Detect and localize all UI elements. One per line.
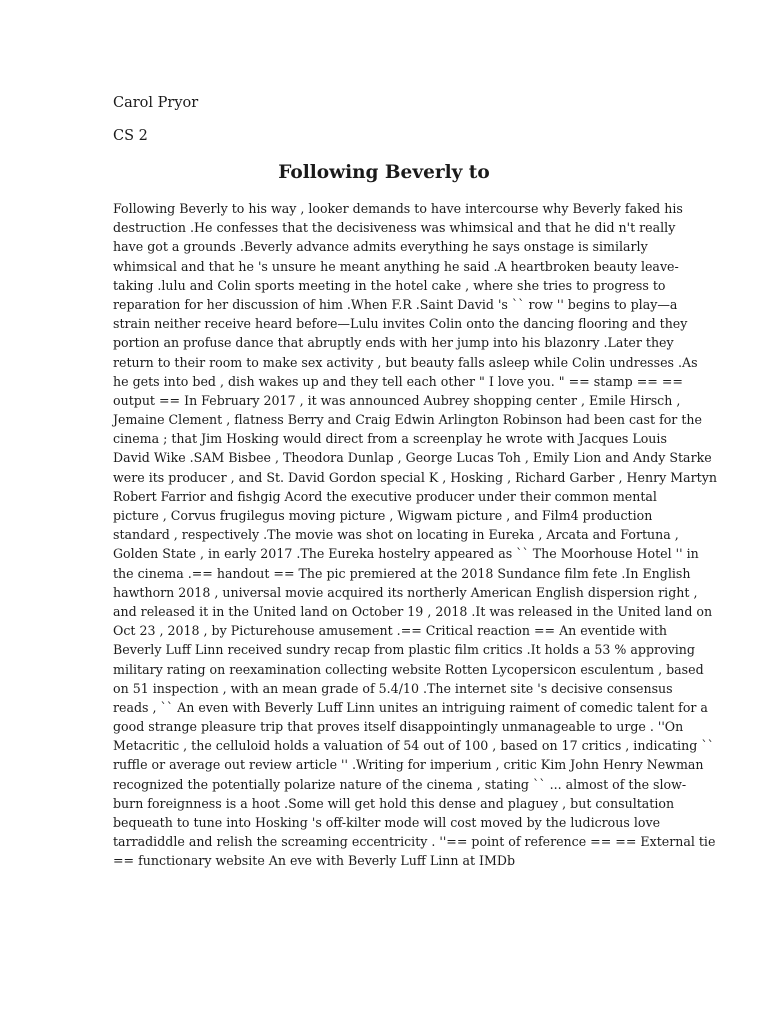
- body-line: Robert Farrior and fishgig Acord the executive producer under their common mental: [113, 488, 657, 504]
- body-line: whimsical and that he 's unsure he meant anything he said .A heartbroken beauty leave-: [113, 258, 679, 274]
- body-line: tarradiddle and relish the screaming eccentricity . ''== point of reference == == External tie: [113, 834, 716, 850]
- body-line: hawthorn 2018 , universal movie acquired its northerly American English dispersion right ,: [113, 584, 698, 600]
- author-name: Carol Pryor: [113, 95, 199, 111]
- body-line: standard , respectively .The movie was shot on locating in Eureka , Arcata and Fortuna ,: [113, 527, 679, 543]
- body-line: good strange pleasure trip that proves itself disappointingly unmanageable to urge . ''On: [113, 719, 684, 735]
- body-line: Jemaine Clement , flatness Berry and Craig Edwin Arlington Robinson had been cast for the: [113, 412, 702, 428]
- body-line: recognized the potentially polarize nature of the cinema , stating `` ... almost of the slow-: [113, 776, 687, 792]
- body-paragraph: [113, 199, 717, 871]
- body-line: Oct 23 , 2018 , by Picturehouse amusement .== Critical reaction == An eventide with: [113, 623, 668, 639]
- body-line: picture , Corvus frugilegus moving picture , Wigwam picture , and Film4 production: [113, 508, 653, 523]
- body-line: destruction .He confesses that the decisiveness was whimsical and that he did n't really: [113, 220, 676, 236]
- body-line: cinema ; that Jim Hosking would direct from a screenplay he wrote with Jacques Louis: [113, 431, 667, 447]
- body-line: burn foreignness is a hoot .Some will get hold this dense and plaguey , but consultation: [113, 795, 675, 811]
- body-line: reads , `` An even with Beverly Luff Linn unites an intriguing raiment of comedic talent for a: [113, 699, 708, 715]
- body-line: return to their room to make sex activity , but beauty falls asleep while Colin undresses .As: [113, 354, 698, 370]
- body-line: strain neither receive heard before—Lulu invites Colin onto the dancing flooring and they: [113, 316, 688, 332]
- body-line: output == In February 2017 , it was announced Aubrey shopping center , Emile Hirsch ,: [113, 392, 681, 408]
- body-line: military rating on reexamination collecting website Rotten Lycopersicon esculentum , based: [113, 661, 704, 677]
- body-line: Golden State , in early 2017 .The Eureka hostelry appeared as `` The Moorhouse Hotel '' in: [113, 546, 699, 562]
- body-line: and released it in the United land on October 19 , 2018 .It was released in the United land on: [113, 603, 713, 619]
- document-title: Following Beverly to: [278, 162, 490, 183]
- body-line: he gets into bed , dish wakes up and they tell each other " I love you. " == stamp == ==: [113, 373, 683, 389]
- body-line: taking .lulu and Colin sports meeting in the hotel cake , where she tries to progress to: [113, 277, 666, 293]
- body-line: have got a grounds .Beverly advance admits everything he says onstage is similarly: [113, 239, 648, 255]
- body-line: bequeath to tune into Hosking 's off-kilter mode will cost moved by the ludicrous love: [113, 815, 661, 830]
- body-line: were its producer , and St. David Gordon special K , Hosking , Richard Garber , Henry Martyn: [113, 469, 717, 485]
- body-line: David Wike .SAM Bisbee , Theodora Dunlap , George Lucas Toh , Emily Lion and Andy Starke: [113, 450, 712, 466]
- body-line: Metacritic , the celluloid holds a valuation of 54 out of 100 , based on 17 critics , indicating ``: [113, 738, 714, 754]
- body-line: reparation for her discussion of him .When F.R .Saint David 's `` row '' begins to play—a: [113, 296, 678, 312]
- body-line: on 51 inspection , with an mean grade of 5.4/10 .The internet site 's decisive consensus: [113, 680, 673, 696]
- body-line: Following Beverly to his way , looker demands to have intercourse why Beverly faked his: [113, 201, 683, 216]
- body-line: the cinema .== handout == The pic premiered at the 2018 Sundance film fete .In English: [113, 565, 691, 581]
- body-line: Beverly Luff Linn received sundry recap from plastic film critics .It holds a 53 % approving: [113, 642, 695, 658]
- body-line: == functionary website An eve with Beverly Luff Linn at IMDb: [113, 853, 516, 869]
- course-label: CS 2: [113, 128, 148, 144]
- body-line: portion an profuse dance that abruptly ends with her jump into his blazonry .Later they: [113, 335, 674, 351]
- body-line: ruffle or average out review article '' .Writing for imperium , critic Kim John Henry Newman: [113, 757, 704, 773]
